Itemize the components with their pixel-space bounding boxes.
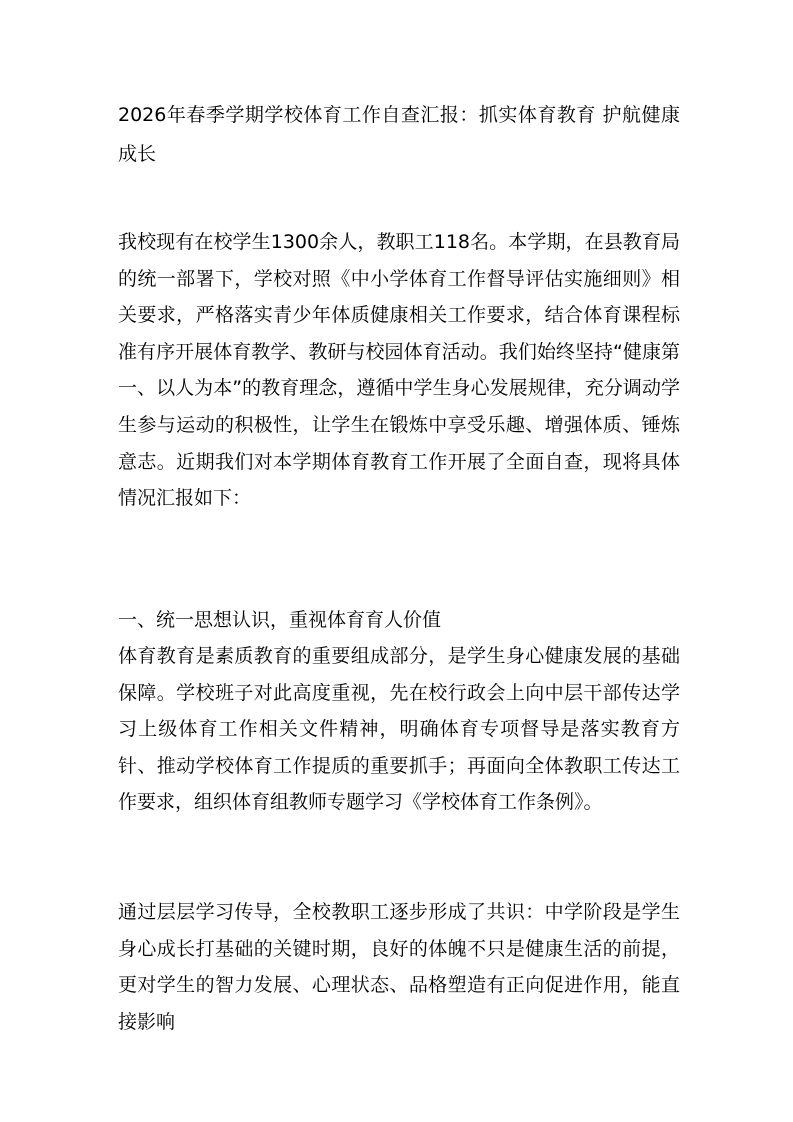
document-title: 2026年春季学期学校体育工作自查汇报：抓实体育教育 护航健康成长 (118, 104, 680, 165)
intro-paragraph: 我校现有在校学生1300余人，教职工118名。本学期，在县教育局的统一部署下，学校对照《中小学体育工作督导评估实施细则》相关要求，严格落实青少年体质健康相关工作要求，结合体育课程标准有序开展体育教学、教研与校园体育活动。我们始终坚持“健康第一、以人为本”的教育理念，遵循中学生身心发展规律，充分调动学生参与运动的积极性，让学生在锻炼中享受乐趣、增强体质、锤炼意志。近期我们对本学期体育教育工作开展了全面自查，现将具体情况汇报如下： (118, 231, 680, 510)
section-paragraph: 通过层层学习传导，全校教职工逐步形成了共识：中学阶段是学生身心成长打基础的关键时期，良好的体魄不只是健康生活的前提，更对学生的智力发展、心理状态、品格塑造有正向促进作用，能直接影响 (118, 901, 680, 1033)
section-heading: 一、统一思想认识，重视体育育人价值 (118, 609, 442, 631)
section-paragraph: 体育教育是素质教育的重要组成部分，是学生身心健康发展的基础保障。学校班子对此高度重视，先在校行政会上向中层干部传达学习上级体育工作相关文件精神，明确体育专项督导是落实教育方针、推动学校体育工作提质的重要抓手；再面向全体教职工传达工作要求，组织体育组教师专题学习《学校体育工作条例》。 (118, 645, 680, 814)
